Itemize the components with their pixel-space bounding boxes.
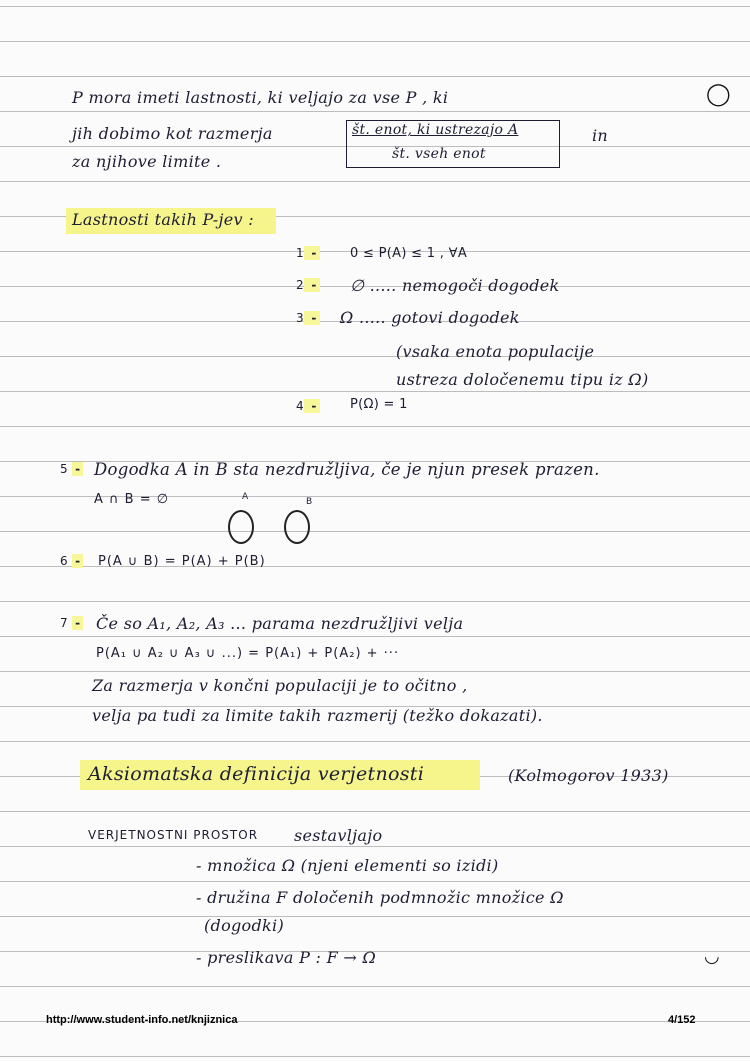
prop-2-text: ∅ ..... nemogoči dogodek xyxy=(350,276,560,295)
prop-3-number: 3 - xyxy=(296,311,320,325)
intro-line-1: P mora imeti lastnosti, ki veljajo za vse P , ki xyxy=(72,88,449,107)
intro-line-2: jih dobimo kot razmerja xyxy=(72,124,273,143)
venn-circle-b xyxy=(284,510,310,544)
prop-6-text: P(A ∪ B) = P(A) + P(B) xyxy=(98,554,266,569)
intro-line-3: za njihove limite . xyxy=(72,152,222,171)
prop-1-number: 1 - xyxy=(296,246,320,260)
prop-7-line-4: velja pa tudi za limite takih razmerij (težko dokazati). xyxy=(92,706,543,725)
prop-7-line-1: Če so A₁, A₂, A₃ ... parama nezdružljivi velja xyxy=(96,614,464,633)
prop-3-note-1: (vsaka enota populacije xyxy=(396,342,595,361)
venn-label-b: B xyxy=(306,497,314,507)
intro-in: in xyxy=(592,126,609,145)
prop-7-line-3: Za razmerja v končni populaciji je to očitno , xyxy=(92,676,468,695)
prop-4-number: 4 - xyxy=(296,399,320,413)
footer-url[interactable]: http://www.student-info.net/knjiznica xyxy=(46,1014,238,1026)
prop-3-note-2: ustreza določenemu tipu iz Ω) xyxy=(396,370,649,389)
prop-1-text: 0 ≤ P(A) ≤ 1 , ∀A xyxy=(350,246,468,261)
fraction-numerator: št. enot, ki ustrezajo A xyxy=(352,122,519,138)
prop-5-equation: A ∩ B = ∅ xyxy=(94,492,170,507)
venn-label-a: A xyxy=(242,492,250,502)
page-number: 4/152 xyxy=(668,1014,696,1026)
prop-7-number: 7 - xyxy=(60,616,83,630)
bottom-right-mark: ◡ xyxy=(704,946,720,967)
corner-circle-mark: ◯ xyxy=(706,82,731,107)
prop-7-line-2: P(A₁ ∪ A₂ ∪ A₃ ∪ ...) = P(A₁) + P(A₂) + ··· xyxy=(96,646,400,661)
fraction-denominator: št. vseh enot xyxy=(392,146,486,162)
axiom-item-2-note: (dogodki) xyxy=(204,916,284,935)
axiom-item-1: - množica Ω (njeni elementi so izidi) xyxy=(196,856,499,875)
axiom-caps: VERJETNOSTNI PROSTOR xyxy=(88,828,259,842)
venn-circle-a xyxy=(228,510,254,544)
axiom-heading: Aksiomatska definicija verjetnosti xyxy=(88,763,425,785)
prop-6-number: 6 - xyxy=(60,554,83,568)
axiom-item-2: - družina F določenih podmnožic množice Ω xyxy=(196,888,564,907)
prop-4-text: P(Ω) = 1 xyxy=(350,397,408,412)
axiom-source: (Kolmogorov 1933) xyxy=(508,766,669,785)
prop-3-text: Ω ..... gotovi dogodek xyxy=(340,308,520,327)
prop-2-number: 2 - xyxy=(296,278,320,292)
props-heading: Lastnosti takih P-jev : xyxy=(72,210,254,229)
prop-5-text: Dogodka A in B sta nezdružljiva, če je njun presek prazen. xyxy=(94,460,600,479)
prop-5-number: 5 - xyxy=(60,462,83,476)
axiom-item-3: - preslikava P : F → Ω xyxy=(196,948,377,967)
axiom-sestavljajo: sestavljajo xyxy=(294,826,383,845)
